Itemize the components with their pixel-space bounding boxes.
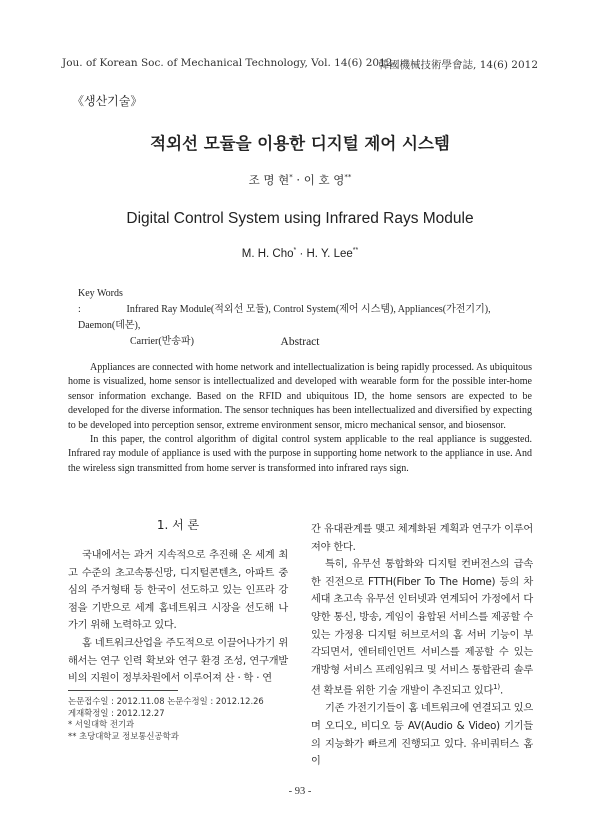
paper-category: 《생산기술》 [72,94,143,108]
author-1-ko: 조 명 현 [248,173,290,187]
footnotes [68,696,298,742]
abstract-body [68,361,532,476]
intro-paragraph-2: 홈 네트워크산업을 주도적으로 이끌어나가기 위해서는 연구 인력 확보와 연구 환경 조성, 연구개발비의 지원이 정부차원에서 이루어져 산 · 학 · 연 [68,637,288,685]
author-2-en: H. Y. Lee [306,247,353,260]
paper-title-korean: 적외선 모듈을 이용한 디지털 제어 시스템 [150,134,450,153]
author-separator: · [292,173,304,187]
right-paragraph-1-text: 특히, 유무선 통합화와 디지털 컨버전스의 급속한 진전으로 FTTH(Fiber To The Home) 등의 차세대 초고속 유무선 인터넷과 연계되어 가정에서 다양한 통신, 방송, 게임이 융합된 서비스를 제공할 수 있는 가정용 디지털 허브로서의 홈 서버 기능이 부각되면서, 엔터테인먼트 서비스를 제공할 수 있는 개방형 서비스 프레임워크 및 서비스 통합관리 솔루션 확보를 위한 기술 개발이 추진되고 있다 [311,559,533,697]
author-2-mark: ** [344,173,352,182]
journal-header-en: Jou. of Korean Soc. of Mechanical Technology, Vol. 14(6) 2012 [62,57,393,69]
footnote-affiliation-1: * 서일대학 전기과 [68,719,135,729]
author-1-en: M. H. Cho [241,247,294,260]
right-paragraph-1-end: . [499,685,503,697]
author-2-ko: 이 호 영 [303,173,345,187]
section-heading-intro: 1. 서 론 [156,518,200,532]
intro-paragraph-1: 국내에서는 과거 지속적으로 추진해 온 세계 최고 수준의 초고속통신망, 디지털콘텐츠, 아파트 중심의 주거형태 등 한국이 선도하고 있는 인프라 강점을 기반으로 세계 홈네트워크 시장을 선도해 나가기 위해 노력하고 있다. [68,550,288,632]
footnote-received-date: 논문접수일 : 2012.11.08 논문수정일 : 2012.12.26 [68,696,264,706]
right-paragraph-0: 간 유대관계를 맺고 체계화된 계획과 연구가 이루어져야 한다. [311,524,533,553]
page-number: - 93 - [288,786,312,797]
abstract-paragraph-2: In this paper, the control algorithm of digital control system applicable to the real appliance is suggested. Infrared ray module of appliance is used with the purpose in supporting home network to the appliance in use. And the wireless sign transmitted from home server is transformed into infrared rays sign. [68,434,532,474]
keywords-label: Key Words : [78,288,123,315]
reference-mark: 1) [493,683,500,692]
author-1-mark-en: * [293,247,297,254]
left-column [68,516,288,688]
right-column [311,521,533,771]
abstract-paragraph-1: Appliances are connected with home network and intellectualization is being rapidly processed. As ubiquitous home is visualized, home sensor is intellectualized and developed with wearable form for the possible inter-home sensor information exchange. Based on the RFID and ubiquitous ID, the home sensors are expected to be developed for the diverse information. The sensor techniques has been intellectualized and diversified by expecting to be developed into perception sensor, extreme environment sensor, micro mechanical sensor, and biosensor. [68,362,532,431]
footnote-affiliation-2: ** 초당대학교 정보통신공학과 [68,730,179,741]
author-2-mark-en: ** [352,247,359,254]
authors-english [0,247,600,260]
keywords-line-2: Carrier(반송파) [130,336,194,347]
paper-title-english: Digital Control System using Infrared Rays Module [126,210,474,227]
journal-header-ko: 韓國機械技術學會誌, 14(6) 2012 [378,59,538,71]
abstract-heading: Abstract [280,336,320,348]
right-paragraph-2: 기존 가전기기들이 홈 네트워크에 연결되고 있으며 오디오, 비디오 등 AV(Audio & Video) 기기들의 지능화가 빠르게 진행되고 있다. 유비쿼터스 홈이 [311,703,534,768]
keywords-line-1: Infrared Ray Module(적외선 모듈), Control System(제어 시스템), Appliances(가전기기), Daemon(데몬), [78,304,491,331]
author-1-mark: * [289,173,293,182]
authors-korean [0,172,600,188]
author-separator-en: · [296,247,307,260]
footnote-accepted-date: 게재확정일 : 2012.12.27 [68,707,165,718]
footnote-divider [68,690,178,691]
right-paragraph-1 [311,556,533,700]
